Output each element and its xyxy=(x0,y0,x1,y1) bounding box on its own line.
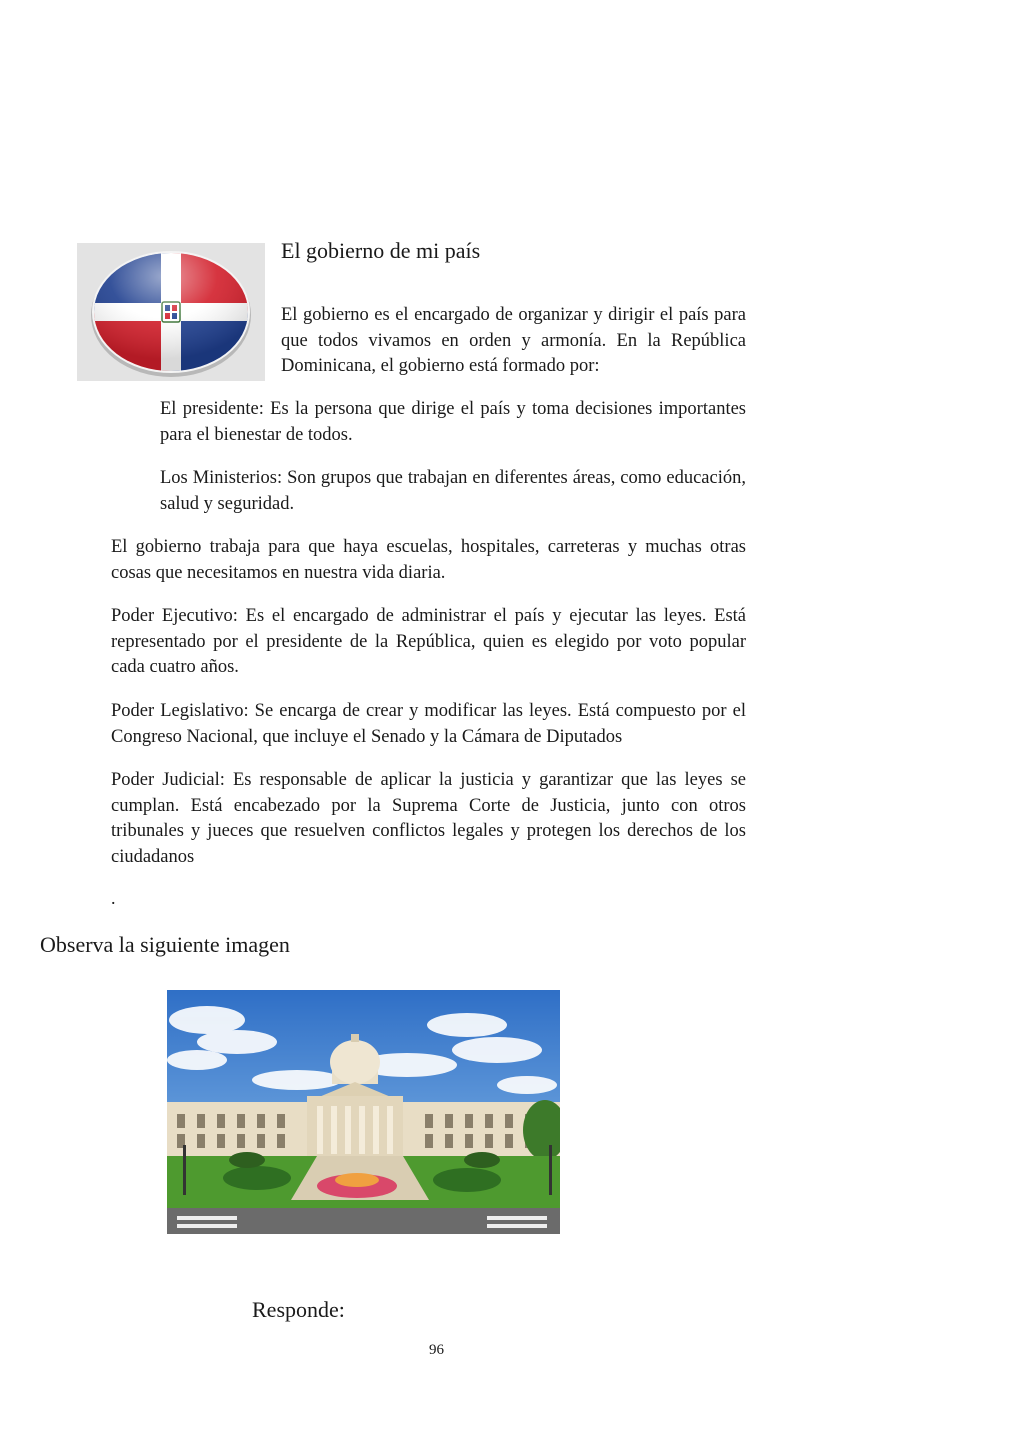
poder-judicial-paragraph: Poder Judicial: Es responsable de aplicar la justicia y garantizar que las leyes se cumplan. Está encabezado por la Suprema Corte de Justicia, junto con otros tribunales y jueces que resuelven conflictos legales y protegen los derechos de los ciudadanos xyxy=(111,770,746,867)
page-number: 96 xyxy=(429,1342,444,1358)
palace-image xyxy=(167,990,560,1234)
poder-legislativo-paragraph: Poder Legislativo: Se encarga de crear y modificar las leyes. Está compuesto por el Congreso Nacional, que incluye el Senado y la Cámara de Diputados xyxy=(111,701,746,747)
presidente-paragraph: El presidente: Es la persona que dirige el país y toma decisiones importantes para el bienestar de todos. xyxy=(160,399,746,445)
dominican-flag-icon xyxy=(77,243,265,381)
intro-paragraph: El gobierno es el encargado de organizar y dirigir el país para que todos vivamos en orden y armonía. En la República Dominicana, el gobierno está formado por: xyxy=(281,305,746,376)
page-title: El gobierno de mi país xyxy=(281,238,481,263)
gobierno-trabaja-paragraph: El gobierno trabaja para que haya escuelas, hospitales, carreteras y muchas otras cosas que necesitamos en nuestra vida diaria. xyxy=(111,537,746,583)
flag-image xyxy=(77,243,265,381)
dot-marker: . xyxy=(111,888,116,908)
observa-heading: Observa la siguiente imagen xyxy=(40,932,290,957)
poder-ejecutivo-paragraph: Poder Ejecutivo: Es el encargado de administrar el país y ejecutar las leyes. Está representado por el presidente de la República, quien es elegido por voto popular cada cuatro años. xyxy=(111,606,746,677)
national-palace-icon xyxy=(167,990,560,1234)
ministerios-paragraph: Los Ministerios: Son grupos que trabajan en diferentes áreas, como educación, salud y seguridad. xyxy=(160,468,746,514)
responde-heading: Responde: xyxy=(252,1297,345,1322)
